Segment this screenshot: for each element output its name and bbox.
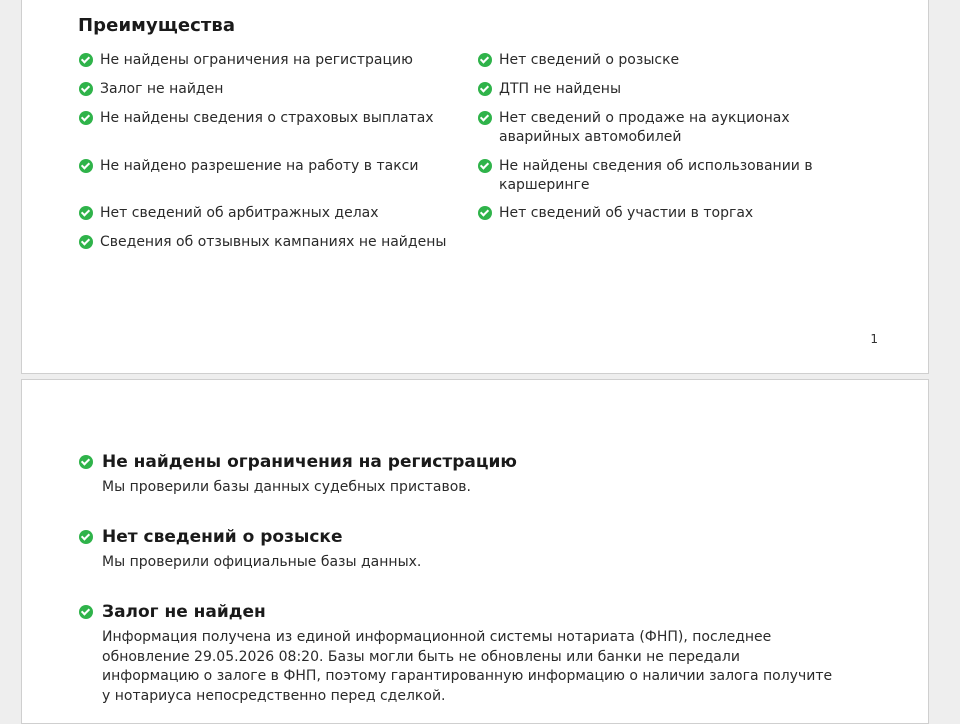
- advantage-item: [478, 157, 868, 195]
- advantage-item: [478, 204, 868, 223]
- advantage-label: Залог не найден: [100, 81, 224, 97]
- detail-section-pledge: [79, 600, 839, 706]
- check-circle-icon: [79, 235, 93, 249]
- advantage-item: [79, 157, 469, 176]
- advantage-label: Не найдено разрешение на работу в такси: [100, 158, 419, 174]
- report-page-2: [21, 379, 929, 724]
- advantage-label: Не найдены сведения о страховых выплатах: [100, 110, 434, 126]
- check-circle-icon: [79, 455, 93, 469]
- check-circle-icon: [79, 206, 93, 220]
- check-circle-icon: [478, 82, 492, 96]
- detail-title: Нет сведений о розыске: [102, 527, 343, 547]
- advantage-item: [79, 80, 469, 99]
- advantage-label: Нет сведений об арбитражных делах: [100, 205, 379, 221]
- page-number: 1: [870, 332, 878, 346]
- detail-title: Не найдены ограничения на регистрацию: [102, 452, 517, 472]
- advantage-label: Нет сведений о розыске: [499, 52, 680, 68]
- detail-title: Залог не найден: [102, 602, 266, 622]
- advantage-label: ДТП не найдены: [499, 81, 622, 97]
- detail-text: Информация получена из единой информационной системы нотариата (ФНП), последнее обновление 29.05.2026 08:20. Базы могли быть не обновлены или банки не передали информацию о залоге в ФНП, поэтому гарантированную информацию о наличии залога получите у нотариуса непосредственно перед сделкой.: [102, 629, 833, 704]
- check-circle-icon: [478, 159, 492, 173]
- check-circle-icon: [79, 530, 93, 544]
- advantage-label: Нет сведений о продаже на аукционах аварийных автомобилей: [499, 110, 790, 145]
- check-circle-icon: [478, 53, 492, 67]
- check-circle-icon: [79, 111, 93, 125]
- report-page-1: [21, 0, 929, 374]
- advantage-item: [79, 204, 469, 223]
- check-circle-icon: [478, 206, 492, 220]
- check-circle-icon: [79, 82, 93, 96]
- advantage-label: Не найдены ограничения на регистрацию: [100, 52, 413, 68]
- advantage-item: [79, 109, 469, 128]
- advantage-item: [79, 233, 469, 252]
- advantages-title: Преимущества: [78, 15, 236, 36]
- detail-section-wanted: [79, 525, 839, 573]
- advantage-label: Не найдены сведения об использовании в каршеринге: [499, 158, 813, 193]
- check-circle-icon: [79, 159, 93, 173]
- check-circle-icon: [478, 111, 492, 125]
- check-circle-icon: [79, 605, 93, 619]
- detail-text: Мы проверили официальные базы данных.: [102, 554, 422, 570]
- advantage-item: [478, 109, 868, 147]
- advantage-label: Сведения об отзывных кампаниях не найдены: [100, 234, 447, 250]
- advantage-item: [478, 51, 868, 70]
- check-circle-icon: [79, 53, 93, 67]
- detail-section-registration: [79, 450, 839, 498]
- advantage-item: [79, 51, 469, 70]
- detail-text: Мы проверили базы данных судебных приставов.: [102, 479, 471, 495]
- advantage-item: [478, 80, 868, 99]
- advantage-label: Нет сведений об участии в торгах: [499, 205, 754, 221]
